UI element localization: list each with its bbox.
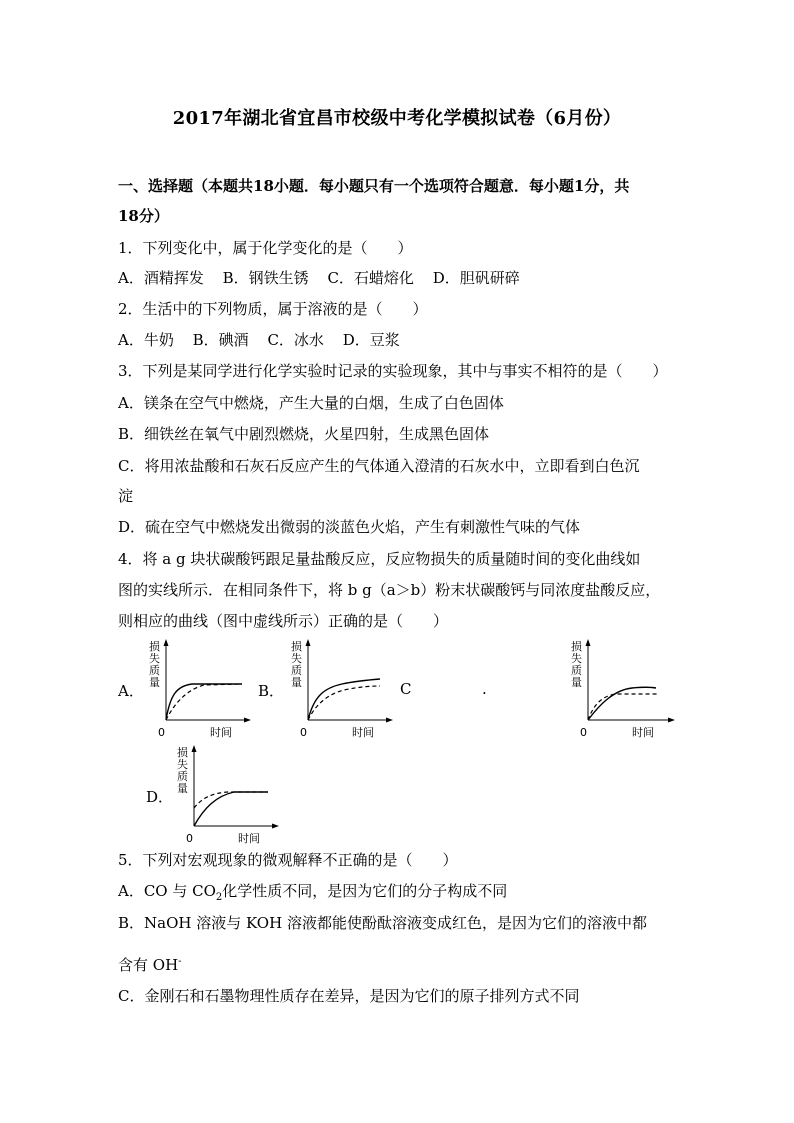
y-axis-label — [291, 639, 302, 689]
dashed-curve — [308, 686, 380, 720]
q4-label-b: B． — [258, 682, 285, 700]
q2-options — [118, 330, 414, 350]
q3-option-a: A．镁条在空气中燃烧，产生大量的白烟，生成了白色固体 — [118, 394, 504, 412]
q4-graph-c — [566, 638, 678, 746]
q3-option-b: B．细铁丝在氧气中剧烈燃烧，火星四射，生成黑色固体 — [118, 425, 490, 443]
q2-option-b: B．碘酒 — [192, 331, 249, 349]
q4-label-d: D． — [146, 788, 174, 806]
svg-text:质: 质 — [291, 664, 302, 677]
q5-option-c: C．金刚石和石墨物理性质存在差异，是因为它们的原子排列方式不同 — [118, 987, 580, 1005]
q2-stem: 2．生活中的下列物质，属于溶液的是（ ） — [118, 300, 428, 318]
q1-options — [118, 268, 534, 288]
page-title: 2017年湖北省宜昌市校级中考化学模拟试卷（6月份） — [172, 108, 622, 129]
q5-option-b-line2-pre: 含有 OH — [118, 956, 179, 974]
section-heading-line1: 一、选择题（本题共18小题．每小题只有一个选项符合题意．每小题1分，共 — [118, 177, 630, 195]
svg-text:失: 失 — [177, 758, 188, 771]
q4-label-a: A． — [118, 682, 144, 700]
svg-text:量: 量 — [291, 676, 302, 689]
svg-text:损: 损 — [177, 746, 188, 759]
q4-stem-line3: 则相应的曲线（图中虚线所示）正确的是（ ） — [118, 612, 449, 630]
q4-stem-line2: 图的实线所示．在相同条件下，将 b g（a＞b）粉末状碳酸钙与同浓度盐酸反应， — [118, 581, 661, 599]
x-axis-label: 时间 — [210, 726, 232, 739]
q4-graph-a — [144, 638, 254, 746]
origin-label: 0 — [158, 726, 165, 739]
svg-text:质: 质 — [177, 770, 188, 783]
q5-option-b-line2 — [118, 952, 182, 975]
q1-stem: 1．下列变化中，属于化学变化的是（ ） — [118, 239, 413, 257]
q2-option-c: C．冰水 — [267, 331, 324, 349]
q4-graph-b — [286, 638, 396, 746]
svg-text:损: 损 — [571, 640, 582, 653]
origin-label: 0 — [300, 726, 307, 739]
q1-option-a: A．酒精挥发 — [118, 269, 204, 287]
svg-text:损: 损 — [291, 640, 302, 653]
origin-label: 0 — [580, 726, 587, 739]
svg-text:量: 量 — [149, 676, 160, 689]
x-axis-label: 时间 — [352, 726, 374, 739]
q3-option-c-line2: 淀 — [118, 487, 134, 505]
q5-option-b-line1: B．NaOH 溶液与 KOH 溶液都能使酚酞溶液变成红色，是因为它们的溶液中都 — [118, 914, 647, 932]
svg-text:损: 损 — [149, 640, 160, 653]
section-heading-line2: 18分） — [118, 207, 169, 225]
q5-option-a-pre: A．CO 与 CO — [118, 882, 216, 900]
solid-curve — [588, 687, 656, 720]
dashed-curve — [194, 792, 268, 808]
svg-text:失: 失 — [571, 652, 582, 665]
q1-option-d: D．胆矾研碎 — [432, 269, 520, 287]
svg-text:失: 失 — [149, 652, 160, 665]
y-axis-label — [177, 745, 188, 795]
svg-text:质: 质 — [149, 664, 160, 677]
q5-stem: 5．下列对宏观现象的微观解释不正确的是（ ） — [118, 851, 458, 869]
q3-option-d: D．硫在空气中燃烧发出微弱的淡蓝色火焰，产生有刺激性气味的气体 — [118, 518, 581, 536]
q5-option-a-post: 化学性质不同，是因为它们的分子构成不同 — [222, 882, 508, 900]
y-axis-label — [149, 639, 160, 689]
q4-label-c: C — [400, 680, 412, 698]
q4-graph-d — [172, 744, 282, 852]
origin-label: 0 — [186, 832, 193, 845]
dashed-curve — [166, 684, 242, 720]
q3-stem: 3．下列是某同学进行化学实验时记录的实验现象，其中与事实不相符的是（ ） — [118, 362, 668, 380]
svg-text:失: 失 — [291, 652, 302, 665]
solid-curve — [194, 792, 268, 826]
q3-option-c-line1: C．将用浓盐酸和石灰石反应产生的气体通入澄清的石灰水中，立即看到白色沉 — [118, 457, 640, 475]
svg-text:量: 量 — [571, 676, 582, 689]
x-axis-label: 时间 — [632, 726, 654, 739]
q5-option-a-subscript: 2 — [215, 892, 223, 903]
svg-text:质: 质 — [571, 664, 582, 677]
q2-option-d: D．豆浆 — [342, 331, 400, 349]
q5-option-b-superscript: - — [178, 956, 182, 967]
y-axis-label — [571, 639, 582, 689]
solid-curve — [308, 679, 380, 720]
q1-option-c: C．石蜡熔化 — [327, 269, 414, 287]
q4-stem-line1: 4．将 a g 块状碳酸钙跟足量盐酸反应，反应物损失的质量随时间的变化曲线如 — [118, 550, 641, 568]
q5-option-a — [118, 881, 507, 908]
x-axis-label: 时间 — [238, 832, 260, 845]
q4-label-c-dot: . — [482, 680, 487, 698]
svg-text:量: 量 — [177, 782, 188, 795]
q2-option-a: A．牛奶 — [118, 331, 174, 349]
q1-option-b: B．钢铁生锈 — [222, 269, 309, 287]
